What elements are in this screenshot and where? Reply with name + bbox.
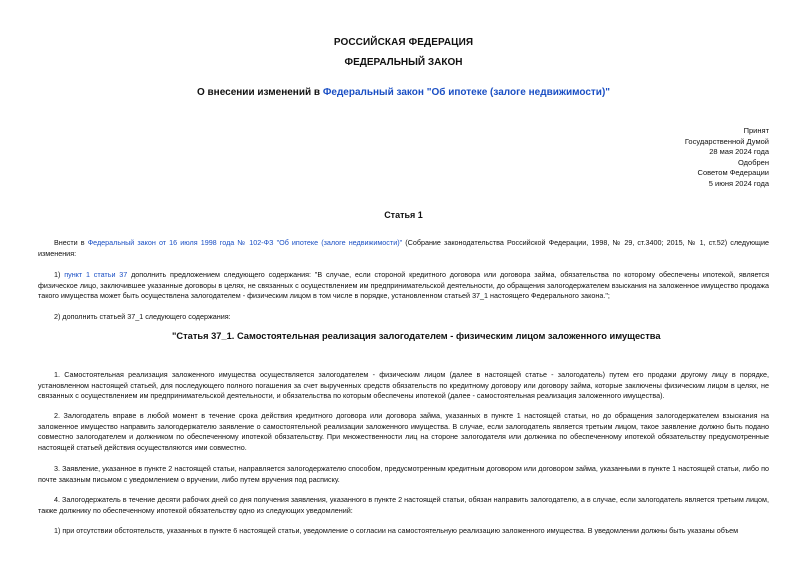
intro-suffix: (Собрание законодательства Российской Федерации, 1998, № 29, ст.3400; 2015, № 1, ст.52) следующие изменения: [38, 238, 769, 258]
intro-law-link[interactable]: Федеральный закон от 16 июля 1998 года № 102-ФЗ "Об ипотеке (залоге недвижимости)" [87, 238, 403, 247]
intro-prefix: Внести в [54, 238, 88, 247]
item-1-text: дополнить предложением следующего содержания: "В случае, если стороной кредитного договора или договора займа, обязательства по которому обеспечены ипотекой, является физическое лицо, заключившее указанные договоры в целях, не связанных с осуществлением им предпринимательской деятельности, до обращения залогодержателем взыскания на заложенное имущество продажа такого имущества может быть осуществлена залогодателем - физическим лицом в том числе в порядке, установленном статьей 37_1 настоящего Федерального закона."; [38, 270, 769, 301]
new-article-title: "Статья 37_1. Самостоятельная реализация залогодателем - физическим лицом заложенного имущества [172, 331, 661, 341]
adoption-line: Государственной Думой [684, 136, 769, 146]
country-heading: РОССИЙСКАЯ ФЕДЕРАЦИЯ [333, 37, 474, 48]
item-2: 2) дополнить статьей 37_1 следующего содержания: [54, 312, 231, 321]
law-type-heading: ФЕДЕРАЛЬНЫЙ ЗАКОН [344, 57, 463, 68]
adoption-line: 28 мая 2024 года [709, 147, 769, 157]
adoption-line: Советом Федерации [697, 168, 769, 178]
item-1 [38, 270, 769, 302]
law-title-link[interactable]: Федеральный закон "Об ипотеке (залоге недвижимости)" [322, 87, 611, 98]
adoption-line: Принят [743, 126, 769, 135]
adoption-line: Одобрен [738, 157, 769, 167]
law-title [0, 87, 807, 98]
adoption-block [685, 126, 769, 190]
item-1-link[interactable]: пункт 1 статьи 37 [64, 270, 128, 279]
item-1-prefix: 1) [54, 270, 65, 279]
paragraph-2: 2. Залогодатель вправе в любой момент в течение срока действия кредитного договора или договора займа, указанных в пункте 1 настоящей статьи, но до обращения залогодержателем взыскания на заложенное имущество направить залогодержателю заявление о самостоятельной реализации заложенного имущества. В случае, если залогодатель является третьим лицом, такое заявление должно быть подано совместно залогодателем и должником по обеспеченному ипотекой обязательству. При множественности лиц на стороне залогодателя или должника по обеспеченному ипотекой обязательству предусмотренные настоящей статьей действия осуществляются ими совместно. [38, 411, 769, 452]
paragraph-3: 3. Заявление, указанное в пункте 2 настоящей статьи, направляется залогодержателю способом, предусмотренным кредитным договором или договором займа, указанными в пункте 1 настоящей статьи, либо по почте заказным письмом с уведомлением о вручении, либо путем вручения под расписку. [38, 464, 769, 484]
paragraph-5: 1) при отсутствии обстоятельств, указанных в пункте 6 настоящей статьи, уведомление о согласии на самостоятельную реализацию заложенного имущества. В уведомлении должны быть указаны объем [54, 526, 739, 535]
article-intro [38, 238, 769, 259]
paragraph-1: 1. Самостоятельная реализация заложенного имущества осуществляется залогодателем - физическим лицом (далее в настоящей статье - залогодатель) путем его продажи другому лицу в порядке, установленном настоящей статьей, для последующего полного погашения за счет вырученных средств обязательств по кредитному договору или договору займа, которые заключены физическим лицом в целях, не связанных с осуществлением им предпринимательской деятельности, и обязательства по которым обеспечены ипотекой (далее - самостоятельная реализация заложенного имущества). [38, 370, 769, 401]
article-heading: Статья 1 [384, 210, 423, 220]
adoption-line: 5 июня 2024 года [708, 178, 769, 188]
paragraph-4: 4. Залогодержатель в течение десяти рабочих дней со дня получения заявления, указанного в пункте 2 настоящей статьи, обязан направить залогодателю, а в случае, если залогодатель является третьим лицом, также должнику по обеспеченному ипотекой обязательству одно из следующих уведомлений: [38, 495, 769, 515]
law-title-prefix: О внесении изменений в [196, 87, 323, 98]
